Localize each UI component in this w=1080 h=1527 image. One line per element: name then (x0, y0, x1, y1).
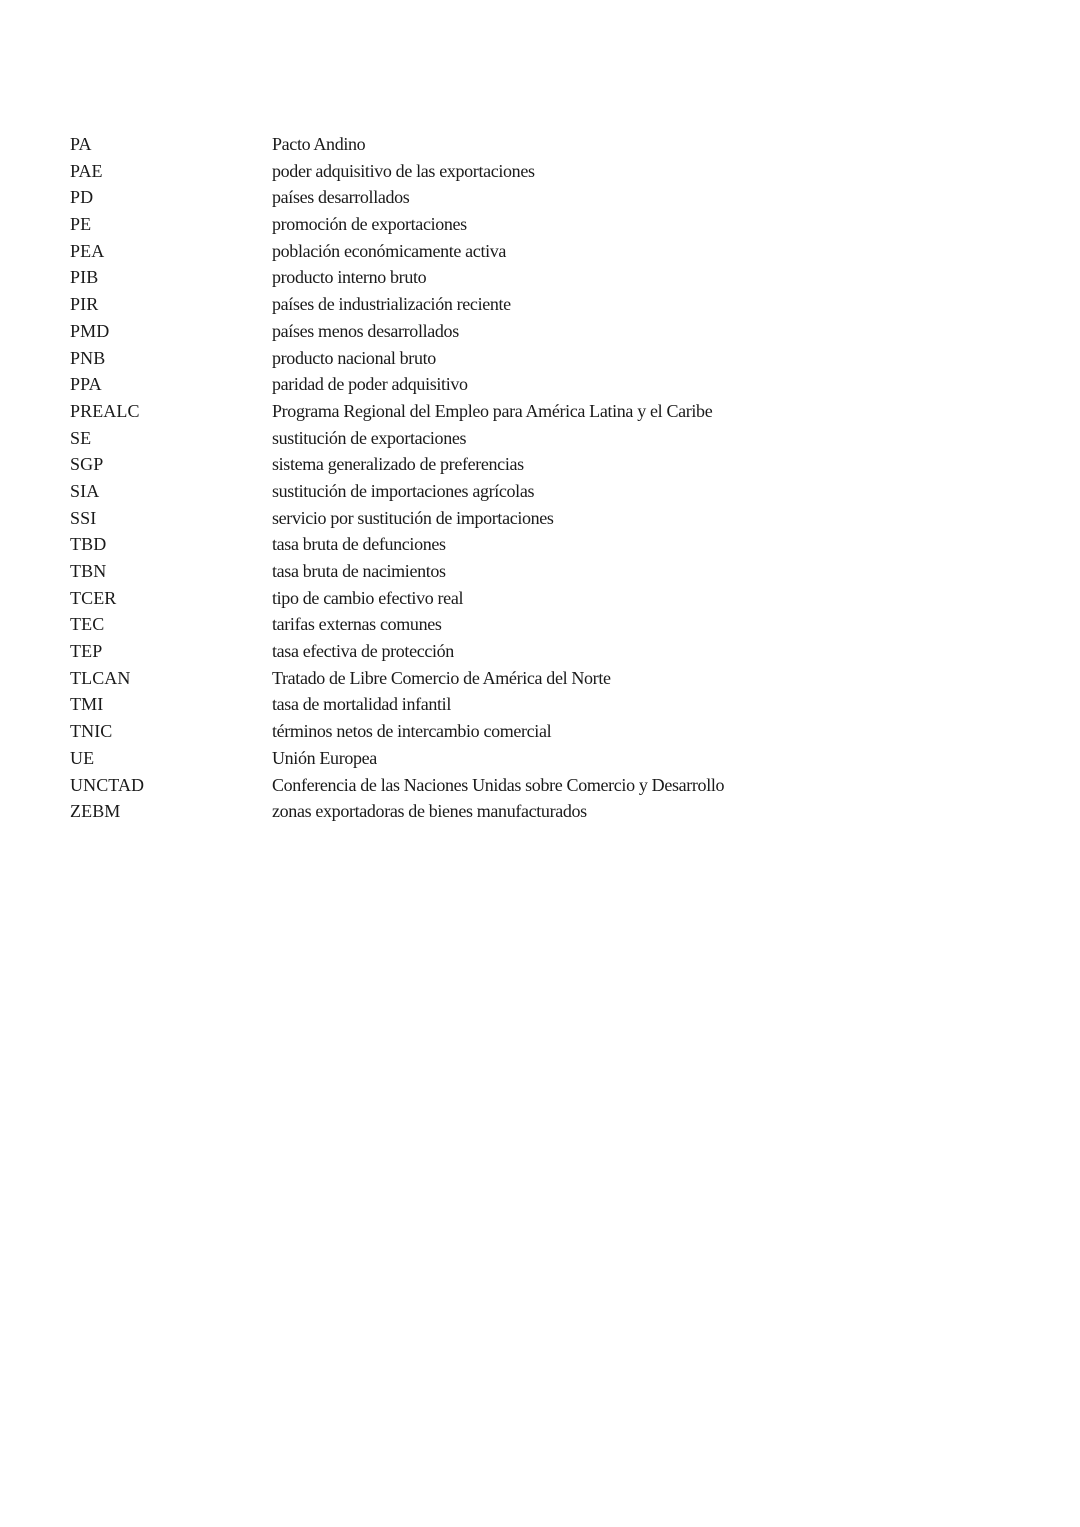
abbreviations-glossary (70, 131, 724, 825)
glossary-entry (70, 638, 724, 665)
abbreviation: UNCTAD (70, 774, 145, 795)
abbreviation: TBD (70, 534, 107, 555)
glossary-entry (70, 585, 724, 612)
glossary-entry (70, 371, 724, 398)
abbreviation: TLCAN (70, 667, 131, 688)
glossary-entry (70, 398, 724, 425)
definition: tarifas externas comunes (272, 614, 442, 635)
definition: tasa de mortalidad infantil (272, 694, 451, 715)
glossary-entry (70, 345, 724, 372)
glossary-entry (70, 772, 724, 799)
glossary-entry (70, 531, 724, 558)
glossary-entry (70, 718, 724, 745)
definition: términos netos de intercambio comercial (272, 721, 552, 742)
abbreviation: PAE (70, 160, 103, 181)
definition: Pacto Andino (272, 134, 366, 154)
abbreviation: PD (70, 187, 94, 208)
abbreviation: PMD (70, 320, 110, 341)
glossary-entry (70, 665, 724, 692)
abbreviation: ZEBM (70, 801, 121, 822)
definition: Unión Europea (272, 747, 377, 768)
definition: paridad de poder adquisitivo (272, 374, 468, 395)
definition: servicio por sustitución de importaciones (272, 507, 554, 528)
definition: producto interno bruto (272, 267, 427, 288)
definition: países de industrialización reciente (272, 294, 511, 315)
abbreviation: PIR (70, 294, 99, 315)
definition: países menos desarrollados (272, 320, 459, 341)
glossary-entry (70, 505, 724, 532)
definition: zonas exportadoras de bienes manufacturados (272, 801, 587, 822)
definition: producto nacional bruto (272, 347, 436, 368)
glossary-entry (70, 131, 724, 158)
abbreviation: SE (70, 427, 92, 448)
abbreviation: TBN (70, 561, 107, 581)
definition: poder adquisitivo de las exportaciones (272, 160, 535, 181)
definition: Programa Regional del Empleo para América Latina y el Caribe (272, 400, 713, 421)
abbreviation: PREALC (70, 400, 140, 421)
glossary-entry (70, 691, 724, 718)
definition: población económicamente activa (272, 240, 507, 261)
definition: tasa efectiva de protección (272, 641, 454, 662)
definition: promoción de exportaciones (272, 214, 467, 235)
definition: sustitución de exportaciones (272, 427, 467, 448)
abbreviation: UE (70, 747, 95, 768)
abbreviation: TEC (70, 614, 105, 635)
glossary-entry (70, 451, 724, 478)
definition: Tratado de Libre Comercio de América del Norte (272, 667, 611, 688)
abbreviation: SGP (70, 454, 104, 475)
glossary-entry (70, 745, 724, 772)
abbreviation: PA (70, 134, 92, 154)
definition: países desarrollados (272, 187, 410, 208)
abbreviation: TEP (70, 641, 103, 662)
glossary-entry (70, 211, 724, 238)
abbreviation: SIA (70, 480, 100, 501)
abbreviation: PIB (70, 267, 99, 288)
abbreviation: TNIC (70, 721, 113, 742)
definition: tasa bruta de defunciones (272, 534, 446, 555)
glossary-entry (70, 798, 724, 825)
definition: sustitución de importaciones agrícolas (272, 480, 535, 501)
glossary-entry (70, 425, 724, 452)
glossary-entry (70, 264, 724, 291)
abbreviation: PEA (70, 240, 105, 261)
abbreviation: PNB (70, 347, 106, 368)
definition: Conferencia de las Naciones Unidas sobre Comercio y Desarrollo (272, 774, 725, 795)
abbreviation: SSI (70, 507, 97, 528)
definition: tipo de cambio efectivo real (272, 587, 464, 608)
glossary-entry (70, 558, 724, 585)
definition: sistema generalizado de preferencias (272, 454, 524, 475)
glossary-entry (70, 611, 724, 638)
glossary-entry (70, 291, 724, 318)
glossary-entry (70, 318, 724, 345)
definition: tasa bruta de nacimientos (272, 561, 446, 581)
abbreviation: PE (70, 214, 92, 235)
glossary-entry (70, 184, 724, 211)
glossary-entry (70, 158, 724, 185)
abbreviation: TMI (70, 694, 104, 715)
abbreviation: TCER (70, 587, 117, 608)
glossary-entry (70, 238, 724, 265)
glossary-entry (70, 478, 724, 505)
abbreviation: PPA (70, 374, 102, 395)
